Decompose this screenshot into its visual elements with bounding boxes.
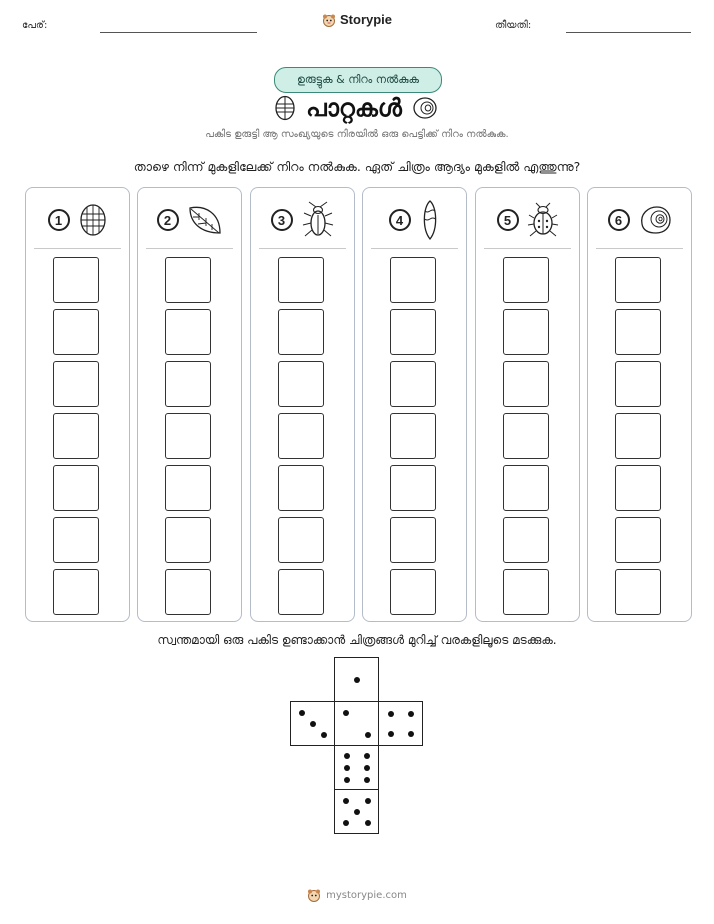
color-box[interactable] [278,413,324,459]
color-box[interactable] [53,465,99,511]
brand-name: Storypie [340,12,393,27]
color-box[interactable] [503,465,549,511]
column-3 [250,187,355,622]
color-box[interactable] [390,361,436,407]
pip [408,711,414,717]
question-text: താഴെ നിന്ന് മുകളിലേക്ക് നിറം നൽകുക. ഏത് ചിത്രം ആദ്യം മുകളിൽ എത്തുന്നു? [133,159,581,174]
color-box[interactable] [278,465,324,511]
color-box[interactable] [390,517,436,563]
snail-shell-icon [412,96,438,120]
leaf-icon [187,203,223,237]
pip [343,710,349,716]
pip [354,809,360,815]
color-box[interactable] [165,517,211,563]
name-line[interactable] [100,32,257,33]
column-4 [362,187,467,622]
footer [0,888,714,902]
pip [365,732,371,738]
die-face-3 [290,701,335,746]
column-divider [596,248,683,249]
column-header [138,200,241,240]
column-number: 6 [608,209,630,231]
pip [343,820,349,826]
footer-url[interactable]: mystorypie.com [326,889,407,901]
color-box[interactable] [615,569,661,615]
storypie-mascot-icon [322,13,336,27]
column-1 [25,187,130,622]
color-box[interactable] [53,517,99,563]
column-number: 3 [271,209,293,231]
egg-case-icon [78,203,108,237]
pip [364,753,370,759]
brand-logo [322,12,392,27]
die-face-1 [334,657,379,702]
color-box[interactable] [390,257,436,303]
pip [364,765,370,771]
pip [365,820,371,826]
column-divider [484,248,571,249]
color-box[interactable] [165,465,211,511]
color-box[interactable] [53,361,99,407]
color-box[interactable] [503,257,549,303]
column-6 [587,187,692,622]
color-box[interactable] [615,465,661,511]
color-box[interactable] [278,309,324,355]
color-box[interactable] [390,569,436,615]
date-line[interactable] [566,32,691,33]
column-divider [146,248,233,249]
color-box[interactable] [615,413,661,459]
color-box[interactable] [165,309,211,355]
color-box[interactable] [503,569,549,615]
column-divider [259,248,346,249]
column-header [363,200,466,240]
color-box[interactable] [503,413,549,459]
color-box[interactable] [165,361,211,407]
die-face-5 [334,789,379,834]
pip [310,721,316,727]
beetle-icon [527,202,559,238]
color-box[interactable] [53,309,99,355]
pip [388,711,394,717]
column-header [588,200,691,240]
column-2 [137,187,242,622]
column-header [476,200,579,240]
color-box[interactable] [53,413,99,459]
pip [299,710,305,716]
pip [388,731,394,737]
storypie-mascot-icon [307,888,321,902]
pip [364,777,370,783]
pip [344,765,350,771]
pip [354,677,360,683]
color-box[interactable] [278,569,324,615]
color-box[interactable] [165,569,211,615]
title-row [256,90,456,126]
color-box[interactable] [390,465,436,511]
column-divider [371,248,458,249]
column-number: 1 [48,209,70,231]
column-number: 4 [389,209,411,231]
die-instruction: സ്വന്തമായി ഒരു പകിട ഉണ്ടാക്കാൻ ചിത്രങ്ങൾ മുറിച്ച് വരകളിലൂടെ മടക്കുക. [157,633,557,647]
color-box[interactable] [53,257,99,303]
color-box[interactable] [615,517,661,563]
column-header [26,200,129,240]
egg-case-icon [274,95,296,121]
column-number: 2 [157,209,179,231]
color-box[interactable] [278,517,324,563]
pip [321,732,327,738]
pip [408,731,414,737]
activity-badge: ഉരുട്ടുക & നിറം നൽകുക [274,67,442,93]
page-title: പാറ്റകൾ [306,94,402,122]
column-number: 5 [497,209,519,231]
cockroach-icon [301,201,335,239]
color-box[interactable] [278,257,324,303]
die-face-4 [378,701,423,746]
color-box[interactable] [390,309,436,355]
column-header [251,200,354,240]
pip [344,777,350,783]
color-box[interactable] [503,309,549,355]
die-face-6 [334,745,379,790]
color-box[interactable] [503,361,549,407]
column-5 [475,187,580,622]
color-box[interactable] [615,257,661,303]
pip [343,798,349,804]
snail-shell-icon [638,204,672,236]
color-box[interactable] [615,361,661,407]
name-label: പേര്: [22,20,48,31]
color-box[interactable] [390,413,436,459]
die-face-2 [334,701,379,746]
color-box[interactable] [503,517,549,563]
cocoon-icon [419,199,441,241]
color-box[interactable] [278,361,324,407]
pip [344,753,350,759]
column-divider [34,248,121,249]
subtitle: പകിട ഉരുട്ടി ആ സംഖ്യയുടെ നിരയിൽ ഒരു പെട്ടിക്ക് നിറം നൽകുക. [205,129,509,140]
color-box[interactable] [165,257,211,303]
color-box[interactable] [53,569,99,615]
color-box[interactable] [165,413,211,459]
date-label: തീയതി: [495,20,532,31]
pip [365,798,371,804]
color-box[interactable] [615,309,661,355]
